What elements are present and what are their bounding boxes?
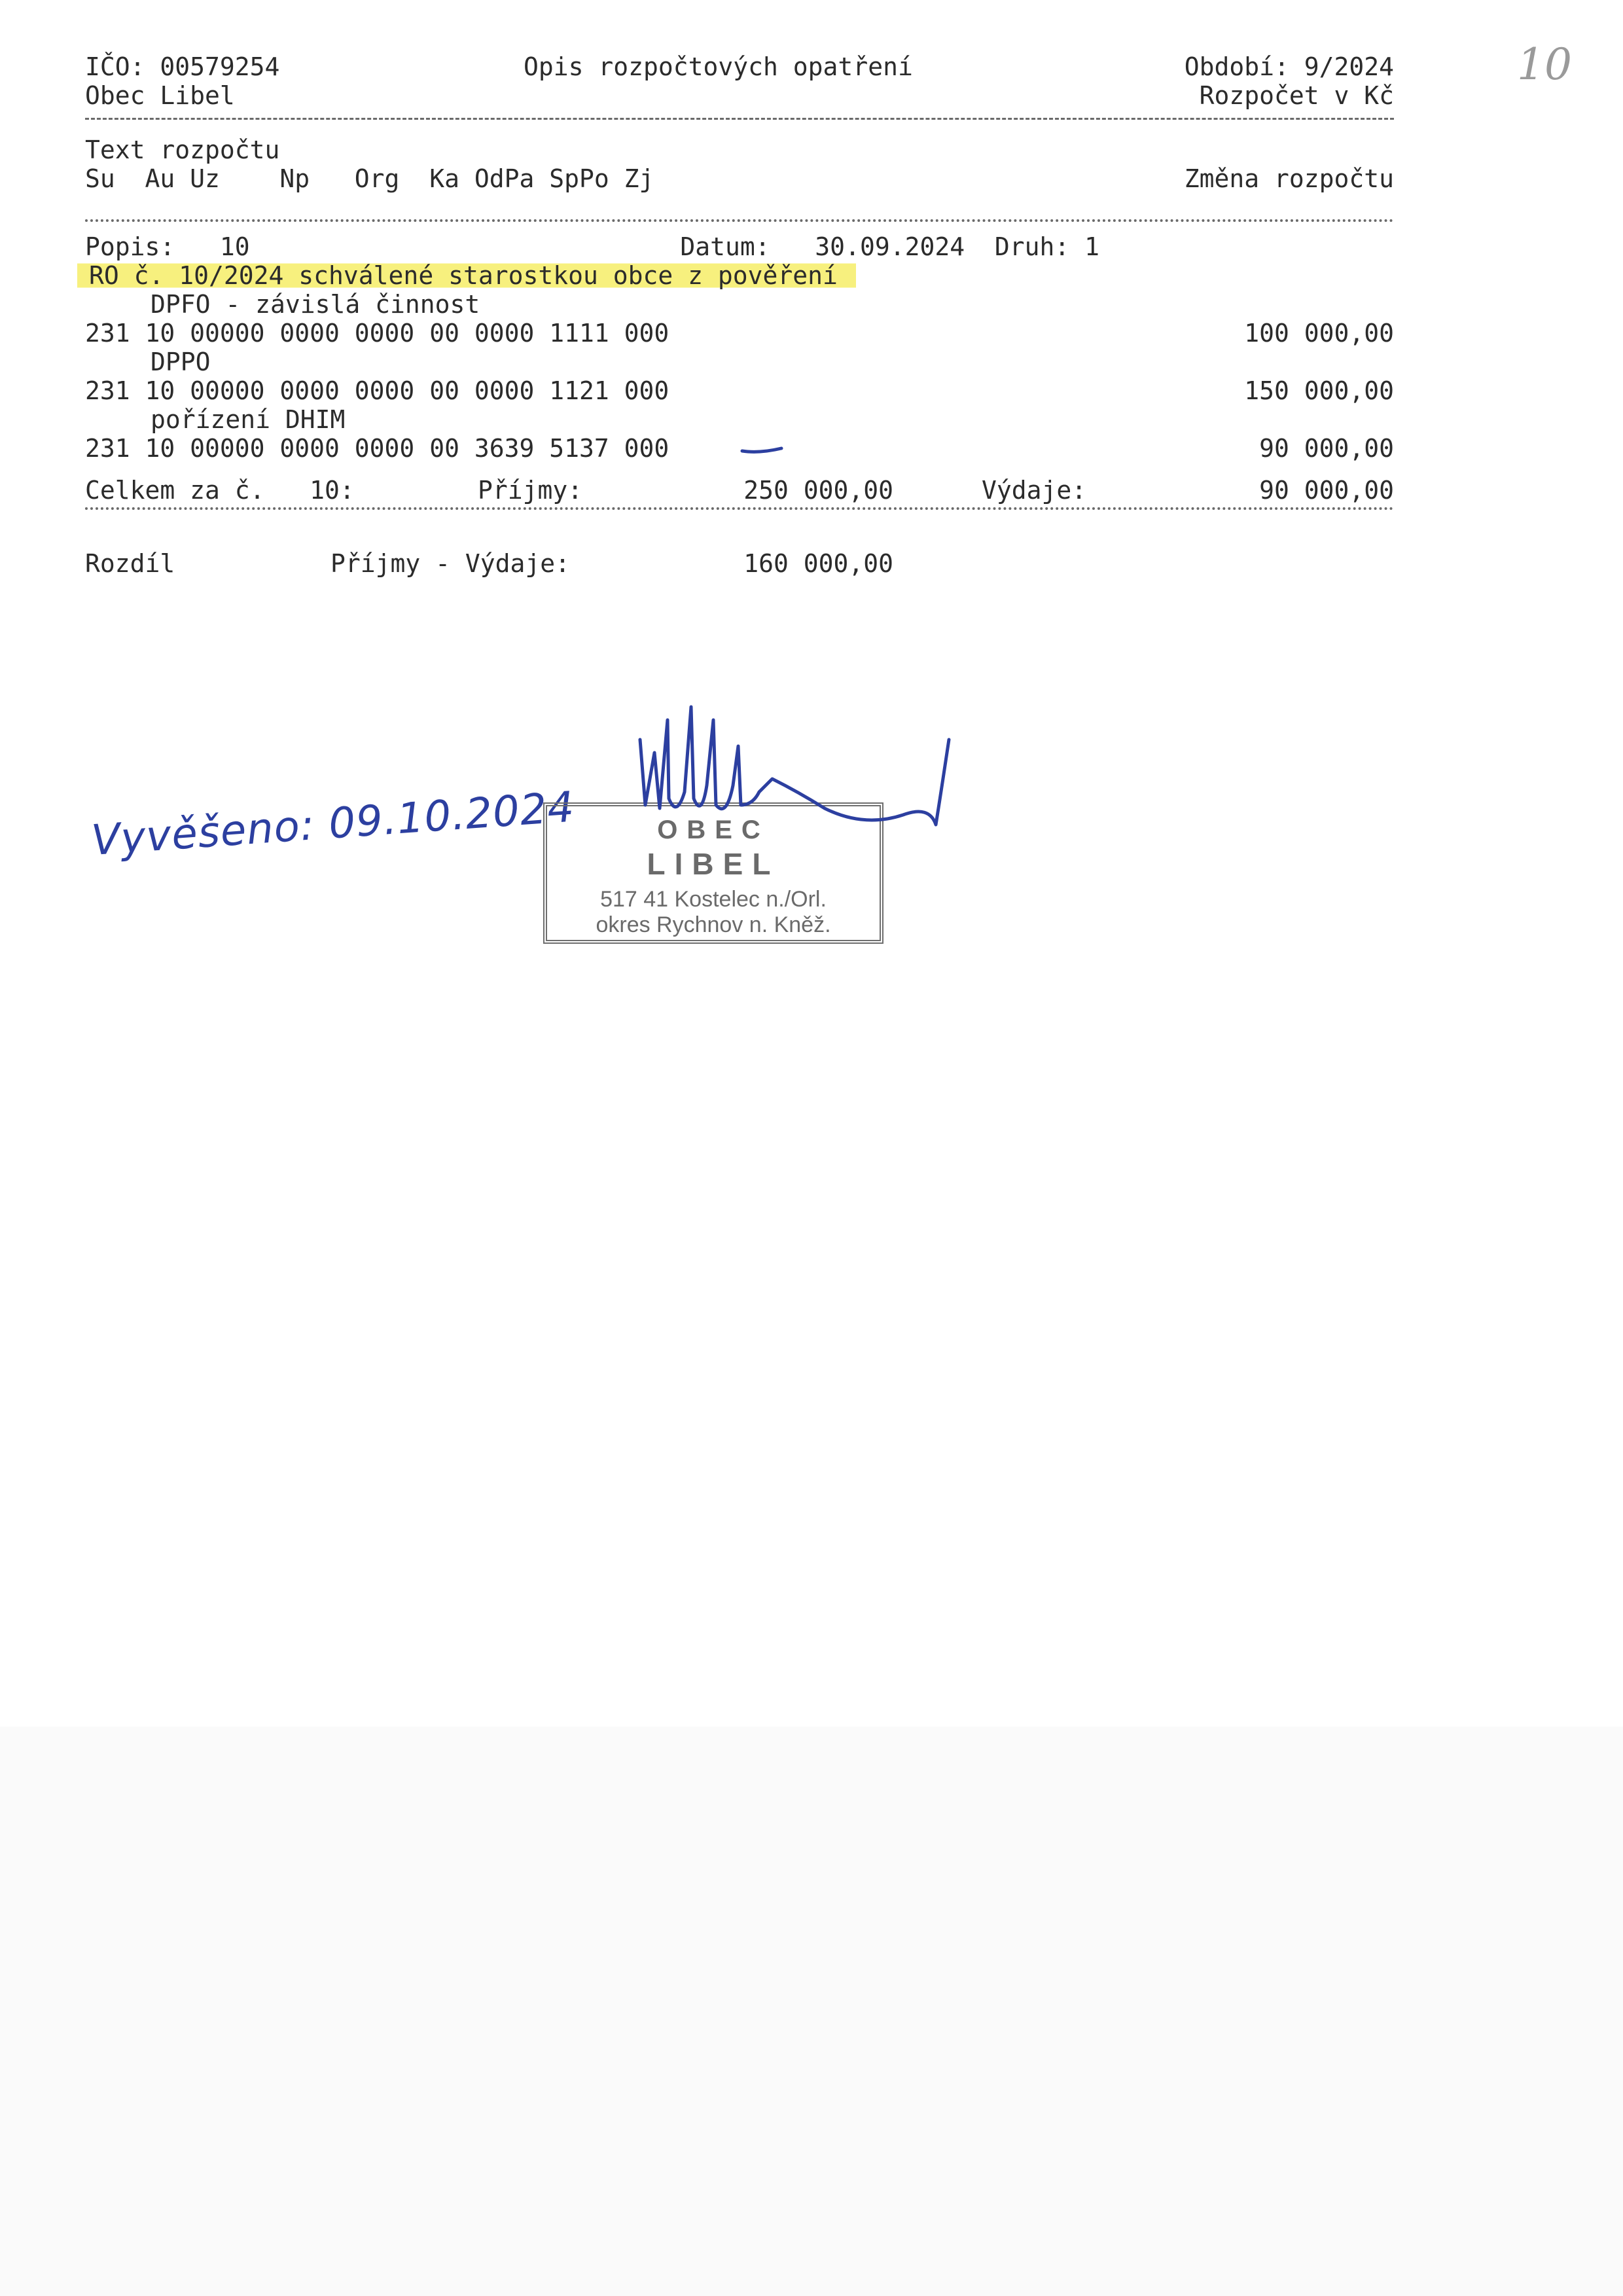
item-text-row	[85, 290, 1394, 319]
item-text: DPPO	[151, 348, 211, 376]
difference-label: Rozdíl	[85, 549, 175, 578]
currency-label: Rozpočet v Kč	[1199, 81, 1394, 110]
difference-row	[85, 549, 1394, 578]
header-row-1	[85, 52, 1394, 81]
handwritten-page-number: 10	[1517, 39, 1572, 90]
item-code: 231 10 00000 0000 0000 00 0000 1121 000	[85, 376, 669, 405]
item-text-row	[85, 405, 1394, 434]
item-code-row	[85, 376, 1394, 405]
difference-formula: Příjmy - Výdaje:	[330, 549, 571, 578]
item-text: pořízení DHIM	[151, 405, 346, 434]
item-code-row	[85, 434, 1394, 463]
period-label: Období: 9/2024	[1184, 52, 1394, 81]
expense-label: Výdaje:	[982, 476, 1087, 505]
column-header-row-2	[85, 164, 1394, 193]
expense-total: 90 000,00	[1259, 476, 1394, 505]
stamp-line-2: LIBEL	[647, 847, 780, 881]
item-code-row	[85, 319, 1394, 348]
header-row-2	[85, 81, 1394, 110]
item-text-row	[85, 348, 1394, 376]
measure-label: Popis: 10	[85, 232, 250, 261]
document-title: Opis rozpočtových opatření	[524, 52, 913, 81]
item-amount: 90 000,00	[1259, 434, 1394, 463]
totals-row	[85, 476, 1394, 505]
stamp-line-4: okres Rychnov n. Kněž.	[596, 912, 831, 937]
signature	[628, 694, 969, 851]
item-amount: 100 000,00	[1244, 319, 1394, 348]
scan-background-band	[0, 1727, 1623, 2296]
stamp-line-1: OBEC	[657, 816, 770, 844]
dashed-divider	[85, 118, 1394, 121]
item-amount: 150 000,00	[1244, 376, 1394, 405]
dotted-divider-top	[85, 219, 1394, 223]
text-column-label: Text rozpočtu	[85, 135, 280, 164]
ico-label: IČO: 00579254	[85, 52, 280, 81]
pen-mark	[740, 443, 785, 456]
dotted-divider-bottom	[85, 507, 1394, 511]
income-total: 250 000,00	[743, 476, 893, 505]
municipality-name: Obec Libel	[85, 81, 235, 110]
item-text: DPFO - závislá činnost	[151, 290, 480, 319]
measure-date: Datum: 30.09.2024 Druh: 1	[680, 232, 1099, 261]
change-column-label: Změna rozpočtu	[1184, 164, 1394, 193]
measure-description-row	[85, 261, 1394, 290]
difference-value: 160 000,00	[743, 549, 893, 578]
handwritten-posted-date: Vyvěšeno: 09.10.2024	[90, 783, 577, 865]
measure-row	[85, 232, 1394, 261]
income-label: Příjmy:	[478, 476, 583, 505]
measure-description: RO č. 10/2024 schválené starostkou obce z pověření	[77, 261, 856, 290]
column-header-row-1	[85, 135, 1394, 164]
item-code: 231 10 00000 0000 0000 00 3639 5137 000	[85, 434, 669, 463]
stamp-line-3: 517 41 Kostelec n./Orl.	[600, 887, 827, 912]
budget-document	[85, 52, 1394, 578]
code-columns-label: Su Au Uz Np Org Ka OdPa SpPo Zj	[85, 164, 654, 193]
item-code: 231 10 00000 0000 0000 00 0000 1111 000	[85, 319, 669, 348]
totals-label: Celkem za č. 10:	[85, 476, 355, 505]
